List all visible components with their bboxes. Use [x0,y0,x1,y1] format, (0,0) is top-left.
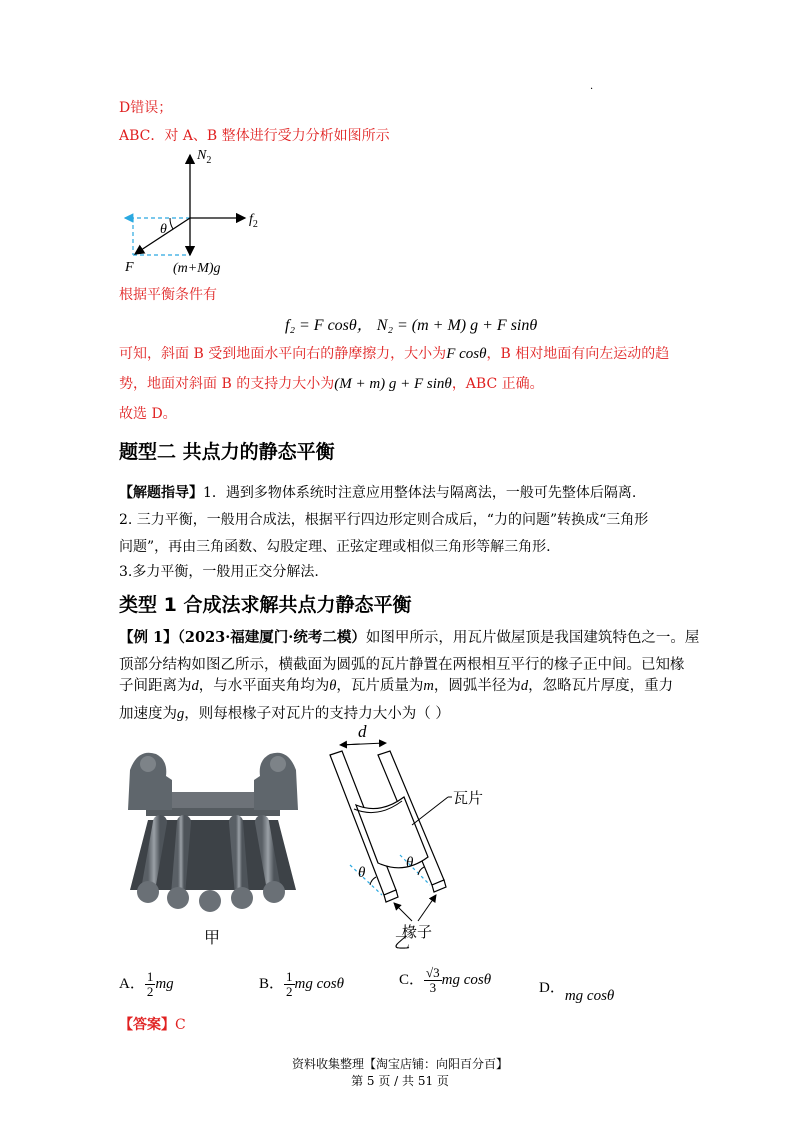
solution-d-wrong: D错误； [119,100,173,116]
figure-yi-caption: 乙 [394,933,411,952]
var-g: g [177,706,185,722]
var-theta: θ [329,678,337,694]
var-m: m [423,678,434,694]
example-text: ，圆弧半径为 [433,678,521,694]
label-theta-right: θ [406,855,414,871]
label-f: F [125,260,134,275]
example-text: ，忽略瓦片厚度，重力 [528,678,674,694]
guide-label: 【解题指导】 [119,485,203,501]
example-text: ，与水平面夹角均为 [198,678,330,694]
answer-value: C [175,1017,186,1033]
force-diagram [115,145,275,280]
label-f2: $f_2$ [249,212,258,230]
inline-math-fcos: F cosθ [446,346,487,362]
guide-line-1 [119,483,636,503]
example-line-2: 顶部分结构如图乙所示，横截面为圆弧的瓦片静置在两根相互平行的椽子正中间。已知椽 [119,657,685,673]
option-expr: mg cosθ [564,988,615,1004]
rafter-diagram [320,725,520,955]
figure-jia-caption: 甲 [204,928,221,947]
option-expr: mg cosθ [294,975,344,992]
header-mark: · [590,84,594,95]
guide-line-2: 2. 三力平衡，一般用合成法，根据平行四边形定则合成后，“力的问题”转换成“三角形 [119,512,649,528]
example-text: ，则每根椽子对瓦片的支持力大小为（ ） [184,706,450,722]
var-d: d [191,678,199,694]
conclusion-text: ，ABC 正确。 [451,376,544,392]
solution-equilibrium: 根据平衡条件有 [119,287,217,303]
label-theta-left: θ [358,865,366,881]
label-weight: (m+M)g [173,261,221,276]
option-b[interactable] [259,970,344,999]
label-d: d [358,725,367,741]
label-tile: 瓦片 [453,789,484,807]
conclusion-text: 势，地面对斜面 B 的支持力大小为 [119,376,335,392]
guide-line-4: 3.多力平衡，一般用正交分解法. [119,564,319,580]
guide-line-3: 问题”，再由三角函数、勾股定理、正弦定理或相似三角形等解三角形. [119,539,551,555]
label-n2: $N_2$ [197,148,212,166]
example-text: ，瓦片质量为 [336,678,424,694]
option-letter: C． [399,971,425,988]
var-d: d [520,678,529,694]
page-number: 第 5 页 / 共 51 页 [351,1074,449,1088]
angle-arc [170,218,173,229]
example-line-3 [119,676,673,697]
conclusion-text: ，B 相对地面有向左运动的趋 [486,346,670,362]
label-theta: θ [160,222,167,237]
example-label: 【例 1】 [119,629,178,646]
option-d[interactable] [539,976,615,1004]
conclusion-text: 可知，斜面 B 受到地面水平向右的静摩擦力，大小为 [119,346,447,362]
example-line-1 [119,627,699,649]
fraction: $\frac{√3}{3}$ [426,965,440,995]
answer-label: 【答案】 [119,1017,175,1033]
example-text: 加速度为 [119,706,177,722]
option-expr: mg cosθ [441,971,492,988]
solution-abc-intro: ABC．对 A、B 整体进行受力分析如图所示 [119,128,390,144]
example-line-4 [119,704,450,725]
conclusion-line-3: 故选 D。 [119,406,177,422]
equation-line: f₂ = F cosθ， N₂ = (m + M) g + F sinθ [285,317,538,334]
conclusion-line-1 [119,344,669,364]
example-text: 子间距离为 [119,678,192,694]
example-source: （2023·福建厦门·统考二模） [177,629,366,646]
example-text: 如图甲所示，用瓦片做屋顶是我国建筑特色之一。屋 [365,630,700,646]
roof-tiles-image [118,740,308,920]
conclusion-line-2 [119,374,544,394]
option-a[interactable] [119,970,174,999]
option-expr: mg [155,975,174,992]
inline-math-support: (M + m) g + F sinθ [334,376,452,392]
option-letter: D． [539,980,565,996]
label-rafter: 椽子 [402,923,433,941]
footer-source: 资料收集整理【淘宝店铺：向阳百分百】 [291,1057,508,1071]
fraction: $\frac{1}{2}$ [146,969,154,999]
option-letter: B． [259,975,285,992]
section-heading: 题型二 共点力的静态平衡 [119,441,335,463]
fraction: $\frac{1}{2}$ [286,969,293,999]
option-letter: A． [119,975,145,992]
answer-line [119,1015,186,1035]
option-c[interactable] [399,966,491,995]
guide-text: 1．遇到多物体系统时注意应用整体法与隔离法，一般可先整体后隔离. [203,485,637,501]
subsection-heading: 类型 1 合成法求解共点力静态平衡 [119,594,412,616]
